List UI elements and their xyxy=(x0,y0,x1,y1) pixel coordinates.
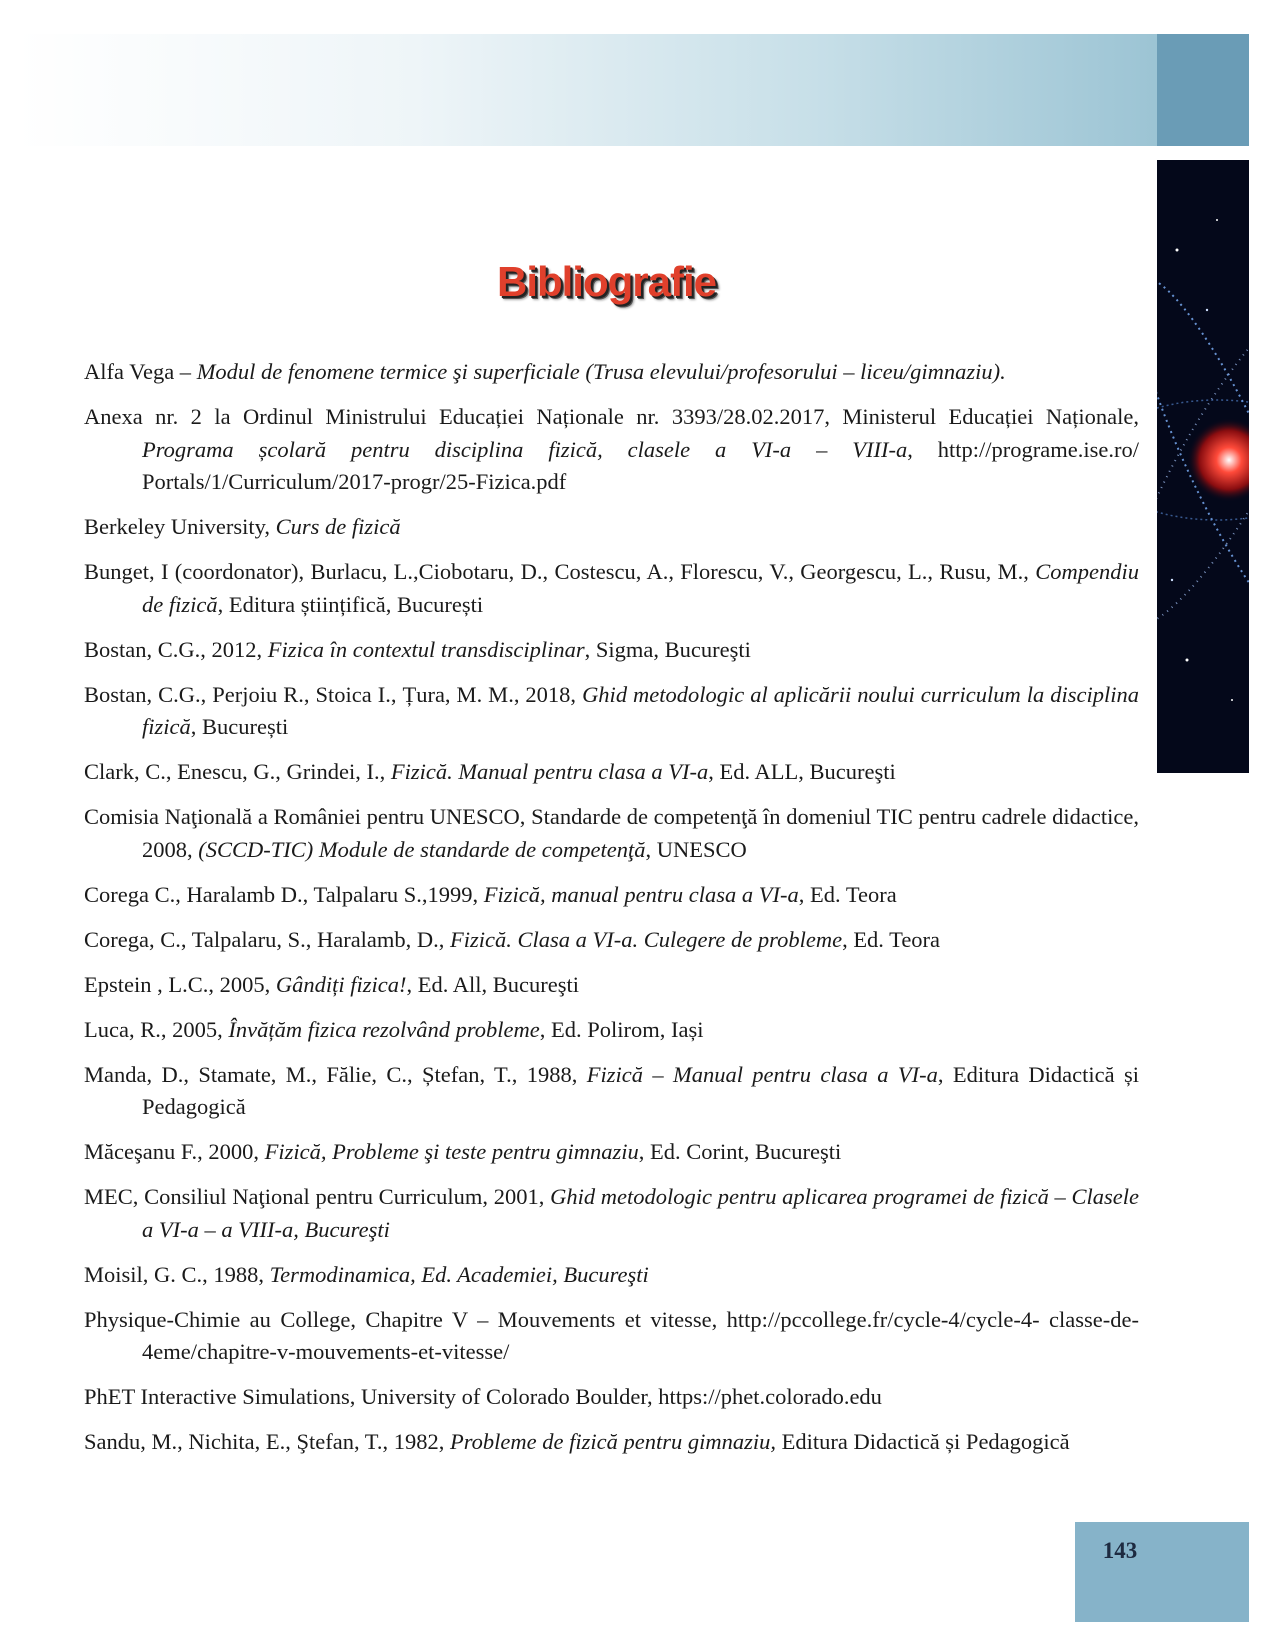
entry-text: Bostan, C.G., 2012, xyxy=(84,636,268,662)
bibliography-entry xyxy=(84,969,1139,1002)
entry-text: , Ed. Teora xyxy=(842,926,941,952)
entry-text: , Ed. Polirom, Iași xyxy=(539,1016,704,1042)
bibliography-entry xyxy=(84,679,1139,744)
entry-title-italic: Ghid metodologic pentru aplicarea programei de fizică – Clasele a VI-a – a VIII-a, Bucureşti xyxy=(142,1184,1139,1242)
entry-text: , București xyxy=(190,714,289,739)
entry-text: Bostan, C.G., Perjoiu R., Stoica I., Țura, M. M., 2018, xyxy=(84,681,583,707)
bibliography-entry xyxy=(84,356,1139,389)
entry-title-italic: Fizică. Manual pentru clasa a VI-a xyxy=(390,759,709,784)
atom-decorative-image xyxy=(1157,160,1249,773)
bibliography-entry xyxy=(84,801,1139,866)
page-title: Bibliografie xyxy=(496,258,717,305)
bibliography-entry xyxy=(84,401,1139,499)
entry-title-italic: Fizică. Clasa a VI-a. Culegere de probleme xyxy=(450,926,843,952)
entry-title-italic: (SCCD-TIC) Module de standarde de competenţă xyxy=(198,836,646,862)
entry-title-italic: Gândiți fizica! xyxy=(275,971,407,997)
entry-title-italic: Ghid metodologic al aplicării noului curriculum la disciplina fizică xyxy=(142,681,1139,739)
entry-title-italic: Probleme de fizică pentru gimnaziu, xyxy=(450,1429,776,1454)
bibliography-entry xyxy=(84,1381,1139,1414)
bibliography-list xyxy=(84,356,1139,1471)
entry-text: Manda, D., Stamate, M., Fălie, C., Ștefan, T., 1988, xyxy=(84,1061,587,1087)
entry-title-italic: Fizica în contextul transdisciplinar xyxy=(267,636,585,662)
entry-text: Bunget, I (coordonator), Burlacu, L.,Ciobotaru, D., Costescu, A., Florescu, V., Georgescu, L., Rusu, M., xyxy=(84,559,1036,584)
entry-text: , Ed. Corint, Bucureşti xyxy=(638,1139,842,1164)
entry-title-italic: Compendiu de fizică xyxy=(142,559,1139,617)
entry-title-italic: Programa școlară pentru disciplina fizică, clasele a VI-a – VIII-a xyxy=(142,436,908,462)
bibliography-entry xyxy=(84,879,1139,912)
bibliography-entry xyxy=(84,1136,1139,1169)
entry-title-italic: Modul de fenomene termice şi superficiale (Trusa elevului/profesorului – liceu/gimnaziu). xyxy=(196,359,1006,384)
entry-text: , Editura științifică, București xyxy=(217,591,484,617)
entry-text: , Ed. All, Bucureşti xyxy=(406,971,579,997)
bibliography-entry xyxy=(84,756,1139,789)
header-accent-block xyxy=(1157,34,1249,146)
bibliography-entry xyxy=(84,1181,1139,1246)
page-number: 143 xyxy=(1102,1538,1138,1563)
entry-text: , Ed. Teora xyxy=(798,881,897,907)
entry-title-italic: Fizică, manual pentru clasa a VI-a xyxy=(483,881,799,907)
entry-text: Sandu, M., Nichita, E., Ştefan, T., 1982, xyxy=(84,1429,450,1454)
header-band xyxy=(17,34,1157,146)
entry-text: Luca, R., 2005, xyxy=(84,1016,229,1042)
bibliography-entry xyxy=(84,1014,1139,1047)
page-number-box xyxy=(1075,1522,1249,1622)
entry-text: Alfa Vega – xyxy=(84,359,197,384)
bibliography-entry xyxy=(84,1259,1139,1292)
entry-text: Anexa nr. 2 la Ordinul Ministrului Educației Naționale nr. 3393/28.02.2017, Ministerul Educației Naționale, xyxy=(84,404,1139,429)
entry-title-italic: Curs de fizică xyxy=(275,514,401,539)
entry-text: MEC, Consiliul Naţional pentru Curriculum, 2001, xyxy=(84,1184,551,1209)
bibliography-entry xyxy=(84,634,1139,667)
entry-text: Moisil, G. C., 1988, xyxy=(84,1261,270,1287)
entry-text: , Editura Didactică și Pedagogică xyxy=(142,1061,1139,1119)
entry-text: PhET Interactive Simulations, University of Colorado Boulder, https://phet.colorado.edu xyxy=(84,1384,882,1409)
entry-text: Clark, C., Enescu, G., Grindei, I., xyxy=(84,759,391,784)
entry-title-italic: Fizică – Manual pentru clasa a VI-a xyxy=(586,1061,938,1087)
entry-text: Corega, C., Talpalaru, S., Haralamb, D., xyxy=(84,926,451,952)
bibliography-entry xyxy=(84,511,1139,544)
entry-title-italic: Învățăm fizica rezolvând probleme xyxy=(228,1016,540,1042)
entry-text: Physique-Chimie au College, Chapitre V – Mouvements et vitesse, http://pccollege.fr/cycle-4/cycle-4- classe-de-4eme/chapitre-v-mouvements-et-vitesse/ xyxy=(84,1306,1139,1364)
entry-title-italic: Fizică, Probleme şi teste pentru gimnaziu xyxy=(264,1139,639,1164)
bibliography-entry xyxy=(84,1426,1139,1459)
bibliography-entry xyxy=(84,556,1139,621)
entry-text: Comisia Naţională a României pentru UNESCO, Standarde de competenţă în domeniul TIC pentru cadrele didactice, 2008, xyxy=(84,804,1139,862)
entry-text: , UNESCO xyxy=(645,836,747,862)
entry-text: , Ed. ALL, Bucureşti xyxy=(708,759,896,784)
entry-text: Editura Didactică și Pedagogică xyxy=(776,1429,1070,1454)
entry-text: Berkeley University, xyxy=(84,514,276,539)
bibliography-entry xyxy=(84,1059,1139,1124)
entry-text: Epstein , L.C., 2005, xyxy=(84,971,276,997)
bibliography-entry xyxy=(84,924,1139,957)
entry-text: Măceşanu F., 2000, xyxy=(84,1139,265,1164)
bibliography-entry xyxy=(84,1304,1139,1369)
entry-text: , http://programe.ise.ro/ Portals/1/Curriculum/2017-progr/25-Fizica.pdf xyxy=(142,436,1139,494)
entry-text: , Sigma, Bucureşti xyxy=(584,636,751,662)
entry-text: Corega C., Haralamb D., Talpalaru S.,1999, xyxy=(84,881,484,907)
entry-title-italic: Termodinamica, Ed. Academiei, Bucureşti xyxy=(269,1261,649,1287)
